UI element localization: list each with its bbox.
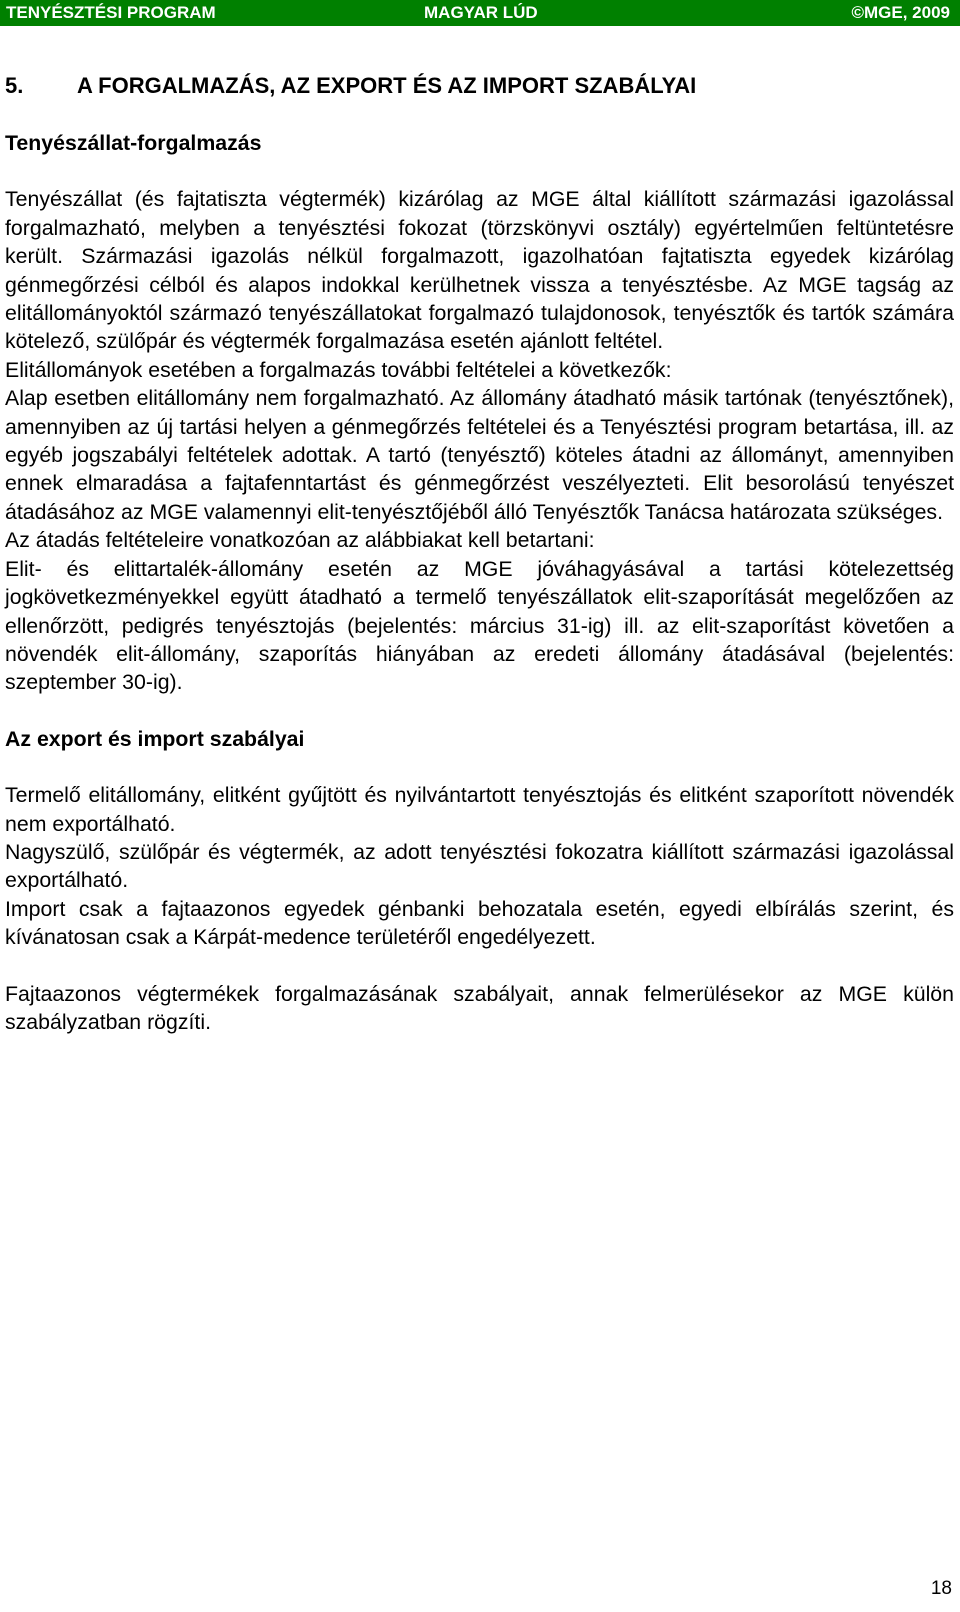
document-body (5, 72, 954, 1036)
paragraph: Termelő elitállomány, elitként gyűjtött és nyilvántartott tenyésztojás és elitként szaporított növendék nem exportálható. (5, 783, 954, 836)
paragraph: Import csak a fajtaazonos egyedek génbanki behozatala esetén, egyedi elbírálás szerint, és kívánatosan csak a Kárpát-medence területéről engedélyezett. (5, 896, 954, 950)
closing-paragraph: Fajtaazonos végtermékek forgalmazásának szabályait, annak felmerülésekor az MGE külön szabályzatban rögzíti. (5, 981, 954, 1034)
section-number: 5. (5, 73, 24, 98)
page-number: 18 (930, 1578, 952, 1599)
subsection-heading-trade: Tenyészállat-forgalmazás (5, 131, 262, 155)
paragraph: Az átadás feltételeire vonatkozóan az alábbiakat kell betartani: (5, 528, 595, 553)
paragraph: Tenyészállat (és fajtatiszta végtermék) kizárólag az MGE által kiállított származási igazolással forgalmazható, melyben a tenyésztési fokozat (törzskönyvi osztály) egyértelműen feltüntetésre került. Származási igazolás nélkül forgalmazott, igazolhatóan fajtatiszta egyedek kizárólag génmegőrzési célból és alapos indokkal kerülhetnek vissza a tenyésztésbe. Az MGE tagság az elitállományoktól származó tenyészállatokat forgalmazó tulajdonosok, tenyésztők és tartók számára kötelező, szülőpár és végtermék forgalmazása esetén ajánlott feltétel. (5, 187, 954, 354)
paragraph: Nagyszülő, szülőpár és végtermék, az adott tenyésztési fokozatra kiállított származási igazolással exportálható. (5, 839, 954, 893)
subsection-heading-export-import: Az export és import szabályai (5, 726, 305, 751)
paragraph: Alap esetben elitállomány nem forgalmazható. Az állomány átadható másik tartónak (tenyésztőnek), amennyiben az új tartási helyen a génmegőrzés feltételei és a Tenyésztési program betartása, ill. az egyéb jogszabályi feltételek adottak. A tartó (tenyésztő) köteles átadni az állományt, amennyiben ennek elmaradása a fajtafenntartást és génmegőrzést veszélyezteti. Elit besorolású tenyészet átadásához az MGE valamennyi elit-tenyésztőjéből álló Tenyésztők Tanácsa határozata szükséges. (5, 386, 954, 524)
header-breed-name: MAGYAR LÚD (424, 3, 538, 22)
paragraph: Elitállományok esetében a forgalmazás további feltételei a következők: (5, 357, 672, 382)
paragraph: Elit- és elittartalék-állomány esetén az MGE jóváhagyásával a tartási kötelezettség jogkövetkezményekkel együtt átadható a termelő tenyészállatok elit-szaporítását megelőzően az ellenőrzött, pedigrés tenyésztojás (bejelentés: március 31-ig) ill. az elit-szaporítást követően a növendék elit-állomány, szaporítás hiányában az eredeti állomány átadásával (bejelentés: szeptember 30-ig). (5, 556, 954, 695)
header-program-name: TENYÉSZTÉSI PROGRAM (6, 3, 216, 22)
section-title-text: A FORGALMAZÁS, AZ EXPORT ÉS AZ IMPORT SZABÁLYAI (77, 73, 697, 98)
section-title (5, 72, 954, 100)
header-copyright: ©MGE, 2009 (851, 3, 950, 22)
page-header (0, 0, 960, 26)
